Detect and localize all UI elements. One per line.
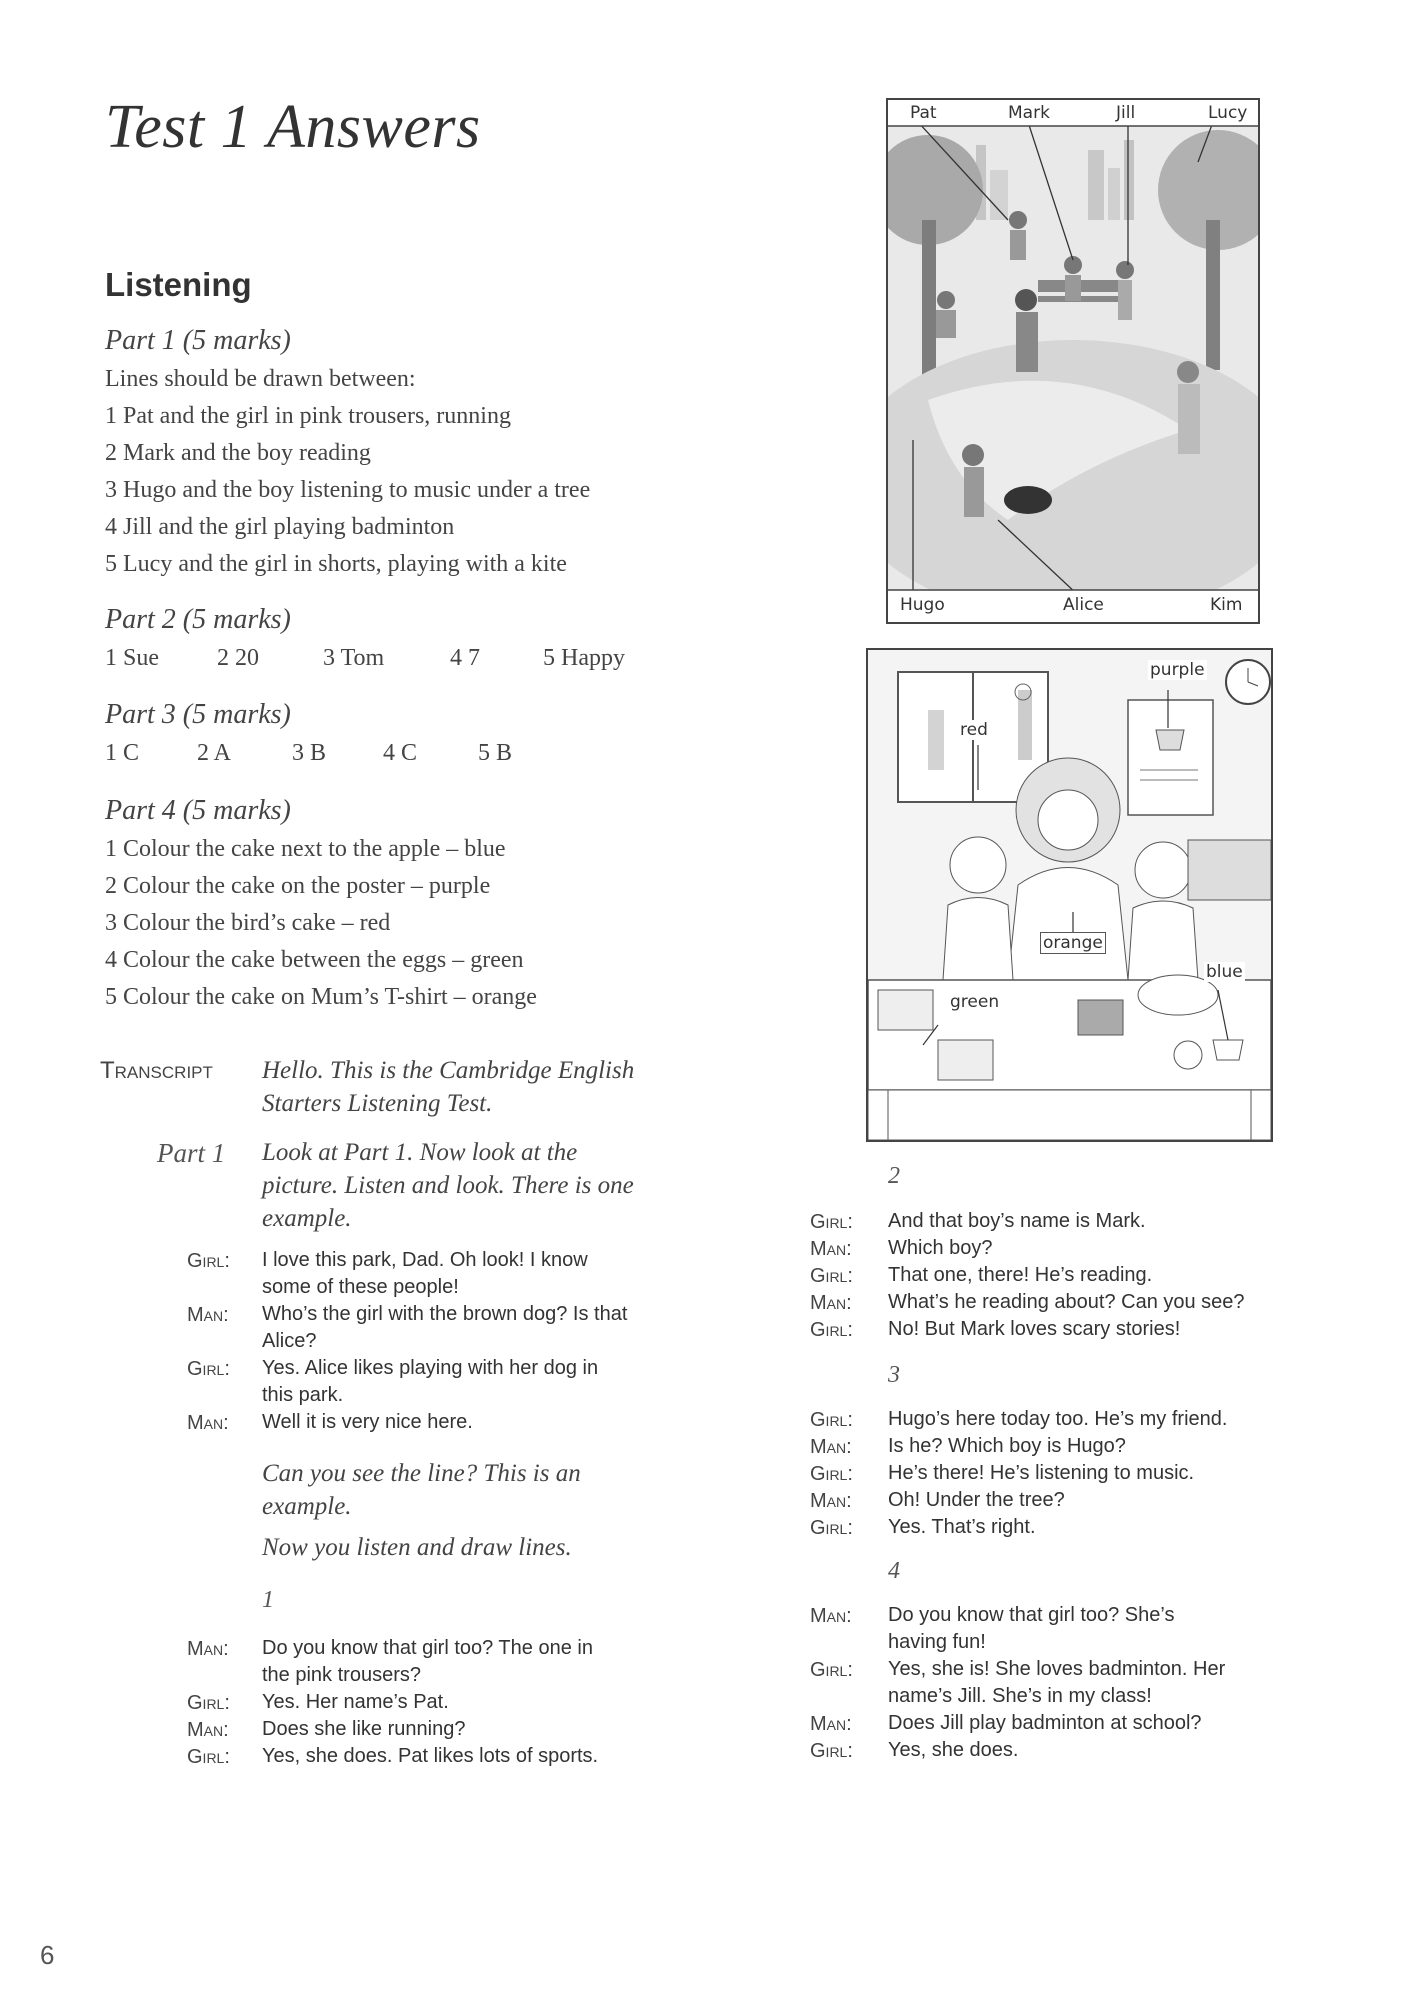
question-number: 4 <box>888 1558 900 1584</box>
transcript-intro: Hello. This is the Cambridge English Starters Listening Test. <box>262 1057 635 1117</box>
page-number: 6 <box>40 1940 55 1970</box>
speaker-label: Man: <box>810 1713 852 1735</box>
question-number: 2 <box>888 1163 900 1189</box>
utterance: And that boy’s name is Mark. <box>888 1210 1146 1232</box>
utterance: Yes, she does. <box>888 1739 1019 1761</box>
utterance: Yes, she is! She loves badminton. Her name’s Jill. She’s in my class! <box>888 1658 1226 1707</box>
speaker-label: Girl: <box>810 1319 853 1341</box>
speaker-label: Girl: <box>187 1250 230 1272</box>
speaker-label: Girl: <box>187 1746 230 1768</box>
part4-heading: Part 4 (5 marks) <box>105 795 291 826</box>
speaker-label: Girl: <box>810 1211 853 1233</box>
utterance: What’s he reading about? Can you see? <box>888 1291 1245 1313</box>
colour-label: green <box>950 992 1000 1012</box>
speaker-label: Man: <box>187 1719 229 1741</box>
speaker-label: Girl: <box>810 1517 853 1539</box>
part1-intro: Lines should be drawn between: <box>105 366 416 392</box>
utterance: Which boy? <box>888 1237 993 1259</box>
transcript-draw-instruction: Now you listen and draw lines. <box>262 1534 572 1561</box>
utterance: Yes. Alice likes playing with her dog in this park. <box>262 1357 599 1406</box>
colour-label: orange <box>1040 932 1106 954</box>
utterance: He’s there! He’s listening to music. <box>888 1462 1195 1484</box>
transcript-part-label: Part 1 <box>157 1138 226 1168</box>
question-number: 1 <box>262 1587 274 1613</box>
utterance: Yes. That’s right. <box>888 1516 1036 1538</box>
speaker-label: Man: <box>810 1238 852 1260</box>
speaker-label: Girl: <box>810 1659 853 1681</box>
part1-item: 2 Mark and the boy reading <box>105 440 371 466</box>
part3-heading: Part 3 (5 marks) <box>105 699 291 730</box>
answer: 1 Sue <box>105 645 159 671</box>
utterance: That one, there! He’s reading. <box>888 1264 1153 1286</box>
answer: 5 Happy <box>543 645 625 671</box>
utterance: Well it is very nice here. <box>262 1411 473 1433</box>
speaker-label: Man: <box>187 1304 229 1326</box>
speaker-label: Man: <box>810 1490 852 1512</box>
speaker-label: Girl: <box>810 1409 853 1431</box>
answer: 2 A <box>197 740 232 766</box>
transcript-example-note: Can you see the line? This is an example. <box>262 1460 581 1520</box>
speaker-label: Man: <box>810 1436 852 1458</box>
picture-name-label: Pat <box>910 103 937 123</box>
utterance: I love this park, Dad. Oh look! I know some of these people! <box>262 1249 588 1298</box>
part1-heading: Part 1 (5 marks) <box>105 325 291 356</box>
speaker-label: Girl: <box>810 1265 853 1287</box>
answer: 2 20 <box>217 645 259 671</box>
utterance: Is he? Which boy is Hugo? <box>888 1435 1126 1457</box>
question-number: 3 <box>888 1362 900 1388</box>
part4-item: 2 Colour the cake on the poster – purple <box>105 873 491 899</box>
park-picture <box>886 98 1260 624</box>
utterance: Do you know that girl too? The one in the pink trousers? <box>262 1637 593 1686</box>
utterance: Does Jill play badminton at school? <box>888 1712 1202 1734</box>
part2-heading: Part 2 (5 marks) <box>105 604 291 635</box>
picture-name-label: Kim <box>1210 595 1243 615</box>
colour-label: purple <box>1150 660 1205 680</box>
colour-label: red <box>960 720 988 740</box>
transcript-instructions: Look at Part 1. Now look at the picture. Listen and look. There is one example. <box>262 1139 634 1232</box>
part1-item: 5 Lucy and the girl in shorts, playing with a kite <box>105 551 567 577</box>
utterance: Oh! Under the tree? <box>888 1489 1065 1511</box>
answer: 3 Tom <box>323 645 385 671</box>
speaker-label: Man: <box>187 1638 229 1660</box>
part4-item: 5 Colour the cake on Mum’s T-shirt – orange <box>105 984 537 1010</box>
speaker-label: Man: <box>187 1412 229 1434</box>
part4-item: 4 Colour the cake between the eggs – green <box>105 947 524 973</box>
answer: 3 B <box>292 740 327 766</box>
part1-item: 4 Jill and the girl playing badminton <box>105 514 455 540</box>
transcript-label: Transcript <box>100 1057 213 1084</box>
speaker-label: Girl: <box>810 1740 853 1762</box>
part4-item: 1 Colour the cake next to the apple – blue <box>105 836 506 862</box>
answer: 5 B <box>478 740 513 766</box>
park-scene-illustration <box>888 100 1258 622</box>
part4-item: 3 Colour the bird’s cake – red <box>105 910 391 936</box>
utterance: Does she like running? <box>262 1718 466 1740</box>
kitchen-scene-illustration <box>868 650 1271 1140</box>
part1-item: 3 Hugo and the boy listening to music under a tree <box>105 477 591 503</box>
utterance: Yes. Her name’s Pat. <box>262 1691 449 1713</box>
answer: 4 7 <box>450 645 480 671</box>
part1-item: 1 Pat and the girl in pink trousers, running <box>105 403 511 429</box>
picture-name-label: Alice <box>1063 595 1104 615</box>
utterance: No! But Mark loves scary stories! <box>888 1318 1181 1340</box>
speaker-label: Man: <box>810 1292 852 1314</box>
utterance: Who’s the girl with the brown dog? Is that Alice? <box>262 1303 628 1352</box>
answer: 4 C <box>383 740 418 766</box>
page-title: Test 1 Answers <box>105 93 481 161</box>
kitchen-picture <box>866 648 1273 1142</box>
picture-name-label: Mark <box>1008 103 1050 123</box>
colour-label: blue <box>1206 962 1243 982</box>
utterance: Hugo’s here today too. He’s my friend. <box>888 1408 1228 1430</box>
speaker-label: Girl: <box>187 1358 230 1380</box>
speaker-label: Girl: <box>187 1692 230 1714</box>
utterance: Yes, she does. Pat likes lots of sports. <box>262 1745 599 1767</box>
picture-name-label: Hugo <box>900 595 945 615</box>
utterance: Do you know that girl too? She’s having fun! <box>888 1604 1175 1653</box>
answer: 1 C <box>105 740 140 766</box>
picture-name-label: Jill <box>1116 103 1136 123</box>
speaker-label: Man: <box>810 1605 852 1627</box>
section-heading: Listening <box>105 266 252 303</box>
speaker-label: Girl: <box>810 1463 853 1485</box>
picture-name-label: Lucy <box>1208 103 1248 123</box>
